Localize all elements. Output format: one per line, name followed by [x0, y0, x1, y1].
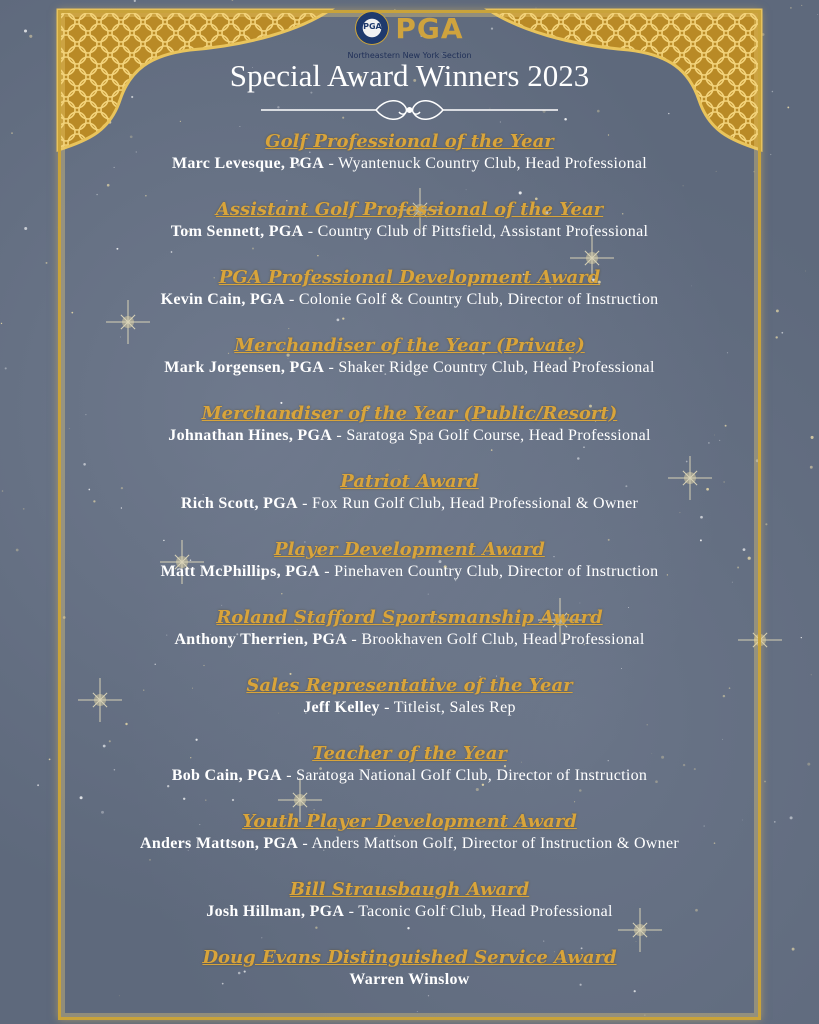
logo-subtitle: Northeastern New York Section	[347, 51, 472, 60]
award-title: Roland Stafford Sportsmanship Award	[216, 607, 603, 628]
award-winner	[80, 496, 739, 536]
winner-name: Kevin Cain, PGA	[160, 291, 285, 308]
award-winner	[80, 972, 739, 1012]
winner-name: Mark Jorgensen, PGA	[164, 359, 325, 376]
winner-name: Tom Sennett, PGA	[170, 223, 304, 240]
award-title: Player Development Award	[274, 539, 545, 560]
winner-details: - Colonie Golf & Country Club, Director of Instruction	[284, 291, 659, 308]
award-list	[80, 128, 739, 1012]
winner-name: Anthony Therrien, PGA	[174, 631, 348, 648]
award-winner	[80, 564, 739, 604]
award-title: Assistant Golf Professional of the Year	[215, 199, 604, 220]
award-winner	[80, 360, 739, 400]
winner-name: Josh Hillman, PGA	[206, 903, 345, 920]
logo-text: PGA	[395, 11, 464, 45]
award-title: Patriot Award	[340, 471, 479, 492]
award-winner	[80, 700, 739, 740]
award-winner	[80, 768, 739, 808]
winner-name: Johnathan Hines, PGA	[168, 427, 333, 444]
award-winner	[80, 904, 739, 944]
winner-name: Matt McPhillips, PGA	[160, 563, 320, 580]
winner-name: Jeff Kelley	[303, 699, 380, 716]
winner-name: Rich Scott, PGA	[180, 495, 298, 512]
award-winner	[80, 632, 739, 672]
award-title: Sales Representative of the Year	[246, 675, 573, 696]
award-title: Bill Strausbaugh Award	[289, 879, 530, 900]
award-title: Doug Evans Distinguished Service Award	[202, 947, 617, 968]
award-winner	[80, 836, 739, 876]
winner-details: - Anders Mattson Golf, Director of Instruction & Owner	[298, 835, 679, 852]
winner-name: Warren Winslow	[349, 971, 470, 988]
pga-badge-icon: PGA	[355, 11, 389, 45]
winner-details: - Saratoga Spa Golf Course, Head Professional	[332, 427, 651, 444]
award-winner	[80, 156, 739, 196]
winner-name: Marc Levesque, PGA	[171, 155, 325, 172]
winner-details: - Wyantenuck Country Club, Head Professional	[324, 155, 648, 172]
award-winner	[80, 292, 739, 332]
award-title: PGA Professional Development Award	[218, 267, 601, 288]
award-winner	[80, 428, 739, 468]
winner-name: Anders Mattson, PGA	[139, 835, 299, 852]
winner-details: - Country Club of Pittsfield, Assistant Professional	[303, 223, 649, 240]
award-title: Golf Professional of the Year	[265, 131, 554, 152]
pga-logo	[0, 10, 819, 60]
page-title: Special Award Winners 2023	[229, 58, 590, 93]
award-title: Youth Player Development Award	[242, 811, 577, 832]
winner-details: - Fox Run Golf Club, Head Professional & Owner	[297, 495, 639, 512]
winner-details: - Saratoga National Golf Club, Director of Instruction	[281, 767, 648, 784]
winner-details: - Brookhaven Golf Club, Head Professional	[347, 631, 645, 648]
award-title: Merchandiser of the Year (Public/Resort)	[201, 403, 618, 424]
award-title: Merchandiser of the Year (Private)	[234, 335, 585, 356]
award-title: Teacher of the Year	[312, 743, 507, 764]
winner-details: - Shaker Ridge Country Club, Head Professional	[324, 359, 655, 376]
winner-details: - Pinehaven Country Club, Director of Instruction	[319, 563, 659, 580]
flourish-divider-icon	[256, 96, 563, 124]
winner-details: - Titleist, Sales Rep	[379, 699, 516, 716]
winner-name: Bob Cain, PGA	[171, 767, 282, 784]
award-winner	[80, 224, 739, 264]
winner-details: - Taconic Golf Club, Head Professional	[344, 903, 613, 920]
